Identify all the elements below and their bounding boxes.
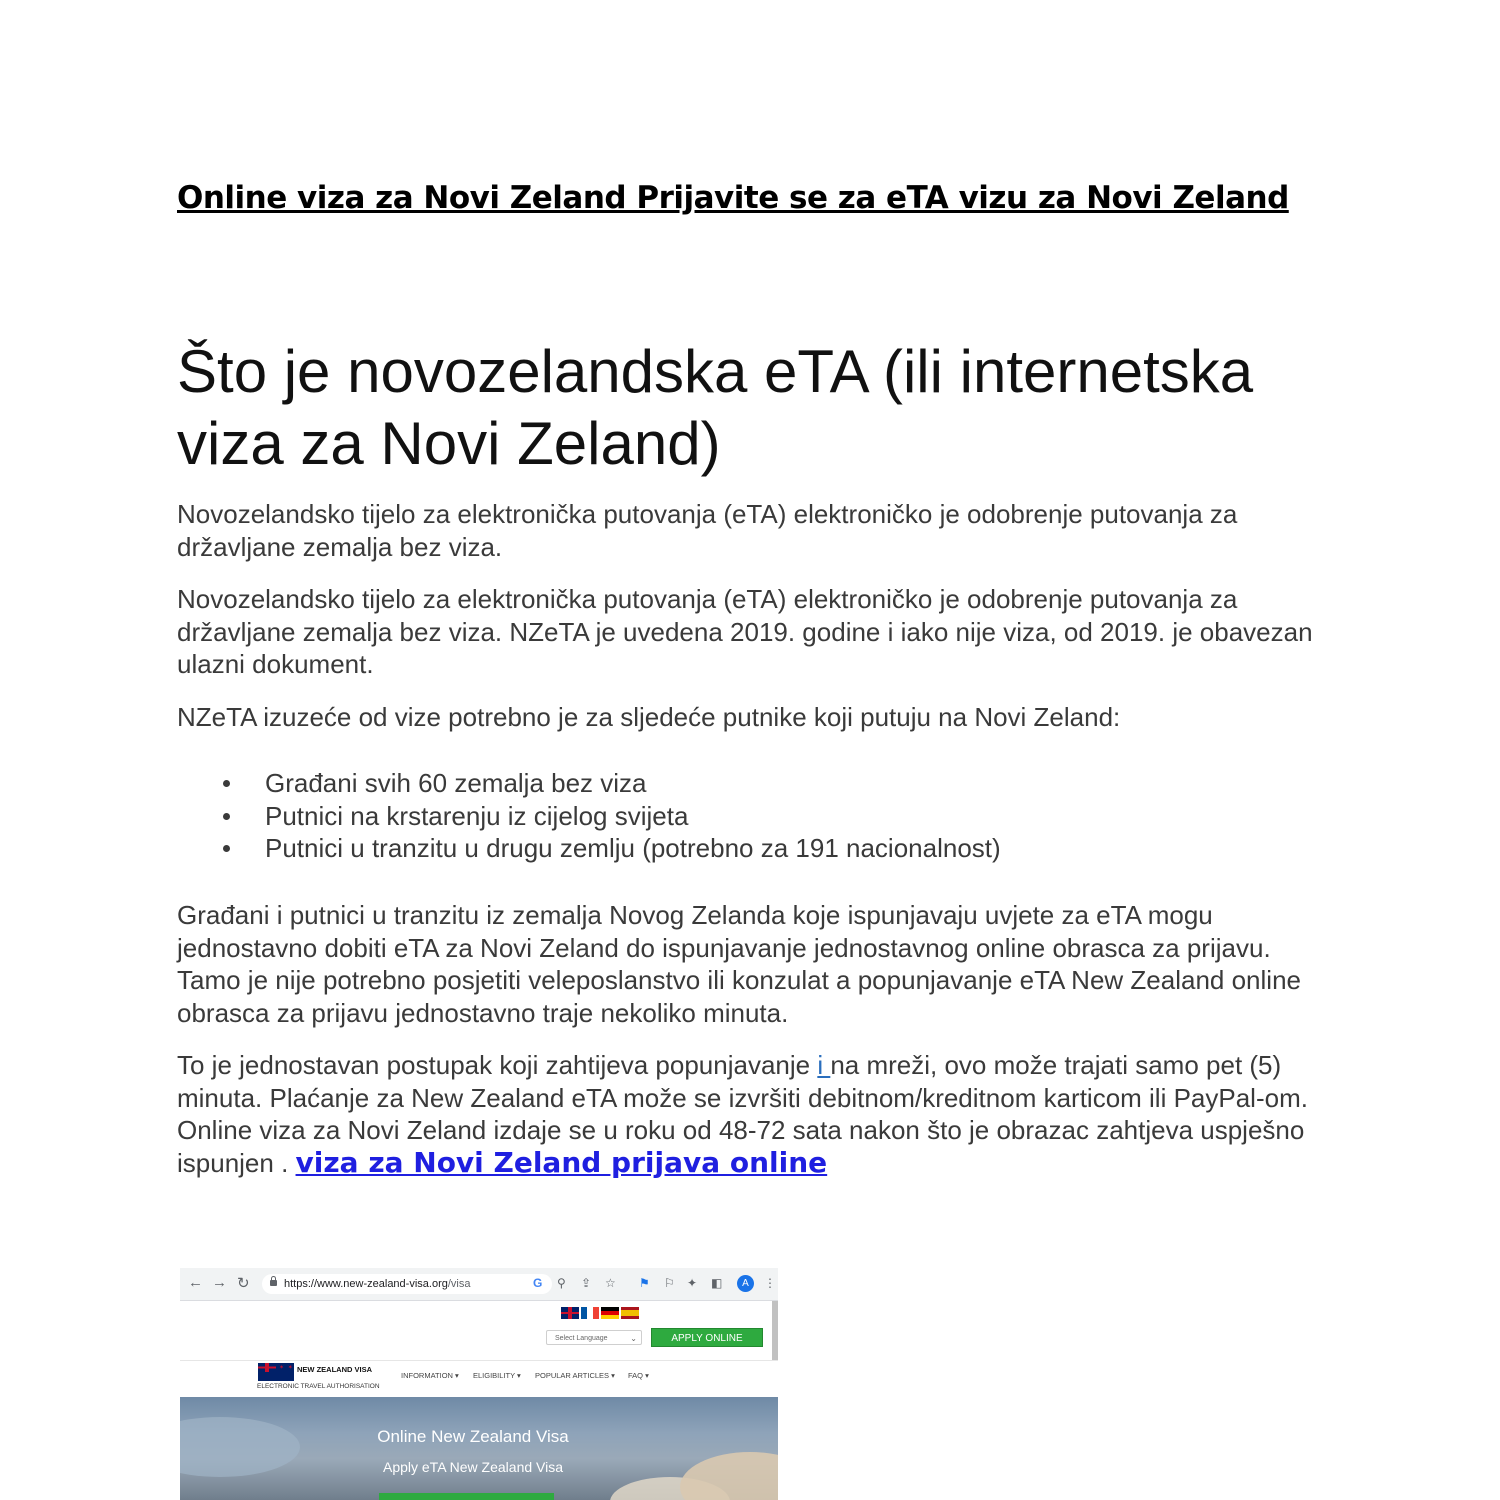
translate-icon: ⚑ bbox=[639, 1276, 650, 1290]
paragraph-eligibility: Građani i putnici u tranzitu iz zemalja Novog Zelanda koje ispunjavaju uvjete za eTA mogu jednostavno dobiti eTA za Novi Zeland do ispunjavanje jednostavnog online obrasca za prijavu. Tamo je nije potrebno posjetiti veleposlanstvo ili konzulat a popunjavanje eTA New Zealand online obrasca za prijavu jednostavno traje nekoliko minuta. bbox=[177, 900, 1301, 1028]
google-icon: G bbox=[533, 1276, 543, 1290]
hero-title: Online New Zealand Visa bbox=[377, 1427, 569, 1446]
bullet-icon bbox=[223, 780, 230, 787]
site-header bbox=[180, 1301, 778, 1359]
share-icon: ⇪ bbox=[581, 1276, 592, 1290]
inline-link[interactable]: i bbox=[817, 1050, 831, 1080]
language-select: Select Language ⌄ bbox=[546, 1330, 642, 1345]
chevron-down-icon: ⌄ bbox=[630, 1334, 637, 1343]
avatar: A bbox=[737, 1275, 754, 1292]
back-icon: ← bbox=[188, 1274, 203, 1291]
forward-icon: → bbox=[212, 1274, 227, 1291]
list-item: Građani svih 60 zemalja bez viza bbox=[265, 767, 1001, 800]
fr-flag-icon bbox=[581, 1307, 599, 1319]
menu-item: ELIGIBILITY ▾ bbox=[473, 1371, 521, 1380]
sidepanel-icon: ◧ bbox=[711, 1276, 723, 1290]
paragraph-details: Novozelandsko tijelo za elektronička putovanja (eTA) elektroničko je odobrenje putovanja za državljane zemalja bez viza. NZeTA je uvedena 2019. godine i iako nije viza, od 2019. je obavezan ulazni dokument. bbox=[177, 584, 1313, 679]
hero-apply-button bbox=[379, 1493, 554, 1500]
embedded-screenshot bbox=[180, 1268, 778, 1500]
brand-title: NEW ZEALAND VISA bbox=[297, 1365, 372, 1374]
flag-icon: ⚐ bbox=[664, 1276, 675, 1290]
title-link[interactable]: Online viza za Novi Zeland Prijavite se za eTA vizu za Novi Zeland bbox=[177, 180, 1289, 216]
brand-subtitle: ELECTRONIC TRAVEL AUTHORISATION bbox=[257, 1383, 380, 1390]
menu-item: FAQ ▾ bbox=[628, 1371, 649, 1380]
paragraph-intro: Novozelandsko tijelo za elektronička putovanja (eTA) elektroničko je odobrenje putovanja za državljane zemalja bez viza. bbox=[177, 499, 1238, 562]
paragraph-process: To je jednostavan postupak koji zahtijeva popunjavanje i na mreži, ovo može trajati samo pet (5) minuta. Plaćanje za New Zealand eTA može se izvršiti debitnom/kreditnom karticom ili PayPal-om. Online viza za Novi Zeland izdaje se u roku od 48-72 sata nakon što je obrazac zahtjeva uspješno ispunjen . viza za Novi Zeland prijava online bbox=[177, 1050, 1308, 1179]
menu-dots-icon: ⋮ bbox=[764, 1276, 776, 1290]
browser-toolbar bbox=[180, 1268, 778, 1301]
nz-flag-icon bbox=[258, 1363, 294, 1381]
es-flag-icon bbox=[621, 1307, 639, 1319]
hero-banner bbox=[180, 1397, 778, 1500]
paragraph-requirement: NZeTA izuzeće od vize potrebno je za sljedeće putnike koji putuju na Novi Zeland: bbox=[177, 702, 1121, 732]
apply-online-link[interactable]: viza za Novi Zeland prijava online bbox=[295, 1145, 828, 1179]
list-item: Putnici u tranzitu u drugu zemlju (potrebno za 191 nacionalnost) bbox=[265, 832, 1001, 865]
bullet-icon bbox=[223, 813, 230, 820]
menu-item: INFORMATION ▾ bbox=[401, 1371, 459, 1380]
hero-subtitle: Apply eTA New Zealand Visa bbox=[382, 1459, 564, 1475]
site-nav bbox=[180, 1360, 778, 1397]
reload-icon: ↻ bbox=[237, 1275, 250, 1292]
zoom-icon: ⚲ bbox=[557, 1276, 566, 1290]
menu-item: POPULAR ARTICLES ▾ bbox=[535, 1371, 615, 1380]
lock-icon bbox=[270, 1280, 277, 1286]
list-item: Putnici na krstarenju iz cijelog svijeta bbox=[265, 800, 1001, 833]
star-icon: ☆ bbox=[605, 1276, 616, 1290]
de-flag-icon bbox=[601, 1307, 619, 1319]
extensions-icon: ✦ bbox=[687, 1276, 698, 1290]
address-bar: https://www.new-zealand-visa.org/visa bbox=[262, 1274, 552, 1294]
page-heading: Što je novozelandska eTA (ili internetska viza za Novi Zeland) bbox=[177, 338, 1254, 477]
bullet-icon bbox=[223, 845, 230, 852]
apply-online-button: APPLY ONLINE bbox=[651, 1328, 763, 1347]
uk-flag-icon bbox=[561, 1307, 579, 1319]
traveler-list bbox=[265, 767, 1001, 865]
